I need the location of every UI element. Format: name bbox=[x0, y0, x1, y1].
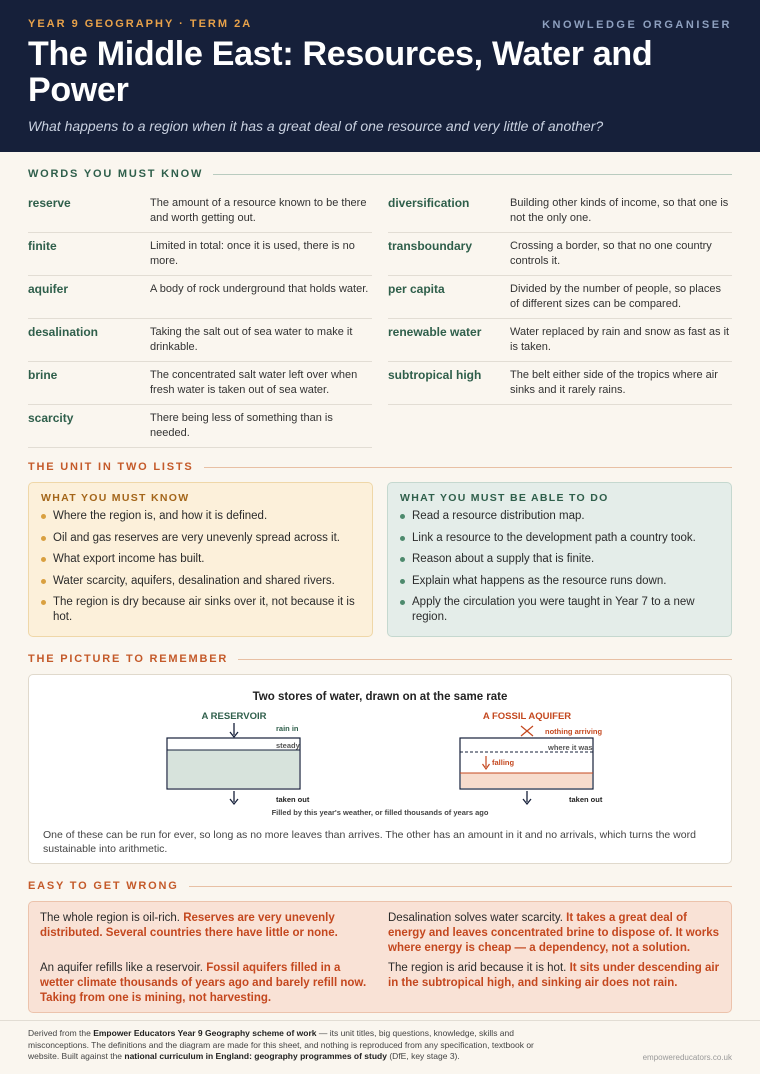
glossary-definition: There being less of something than is needed. bbox=[150, 412, 333, 439]
glossary bbox=[28, 190, 732, 448]
glossary-row bbox=[388, 319, 732, 362]
misconception-item bbox=[388, 911, 723, 956]
misconception-myth: An aquifer refills like a reservoir. bbox=[40, 962, 203, 974]
list-item: Oil and gas reserves are very unevenly spread across it. bbox=[41, 531, 360, 546]
source-text: (DfE, key stage 3). bbox=[386, 1051, 460, 1061]
must-know-box bbox=[28, 482, 373, 637]
heading-rule bbox=[238, 659, 732, 660]
list-item: Water scarcity, aquifers, desalination and shared rivers. bbox=[41, 574, 360, 589]
unit-heading-text: THE UNIT IN TWO LISTS bbox=[28, 461, 194, 473]
misconception-fix: It takes a great deal of energy and leaves concentrated brine to dispose of. It works where energy is cheap — a dependency, not a solution. bbox=[388, 912, 720, 954]
misconception-myth: Desalination solves water scarcity. bbox=[388, 912, 563, 924]
wrong-section-heading bbox=[0, 880, 760, 892]
page-title: The Middle East: Resources, Water and Power bbox=[28, 35, 653, 109]
header-banner bbox=[0, 0, 760, 152]
curriculum-name: national curriculum in England: geography programmes of study bbox=[124, 1051, 387, 1061]
diagram-title: Two stores of water, drawn on at the same rate bbox=[252, 691, 508, 703]
source-text: Derived from the bbox=[28, 1028, 94, 1038]
must-do-title: WHAT YOU MUST BE ABLE TO DO bbox=[400, 492, 609, 504]
glossary-term: transboundary bbox=[388, 239, 473, 253]
misconception-item bbox=[40, 961, 375, 1006]
steady-label: steady bbox=[276, 741, 300, 750]
sheet-type-badge: KNOWLEDGE ORGANISER bbox=[542, 19, 732, 31]
list-item: What export income has built. bbox=[41, 552, 360, 567]
glossary-term: brine bbox=[28, 368, 58, 382]
course-kicker: YEAR 9 GEOGRAPHY · TERM 2A bbox=[28, 18, 253, 30]
list-item: Where the region is, and how it is defined. bbox=[41, 509, 360, 524]
glossary-definition: Divided by the number of people, so places of different sizes can be compared. bbox=[510, 283, 721, 310]
glossary-row bbox=[388, 190, 732, 233]
glossary-term: aquifer bbox=[28, 282, 69, 296]
unit-section-heading bbox=[0, 461, 760, 473]
misconception-myth: The region is arid because it is hot. bbox=[388, 962, 567, 974]
reservoir-label: A RESERVOIR bbox=[201, 711, 267, 722]
glossary-row bbox=[388, 362, 732, 405]
picture-panel bbox=[28, 674, 732, 864]
picture-heading-text: THE PICTURE TO REMEMBER bbox=[28, 653, 229, 665]
heading-rule bbox=[213, 174, 732, 175]
rain-in-label: rain in bbox=[276, 724, 299, 733]
big-question: What happens to a region when it has a great deal of one resource and very little of another? bbox=[28, 118, 604, 134]
list-item: Read a resource distribution map. bbox=[400, 509, 719, 524]
misconception-myth: The whole region is oil-rich. bbox=[40, 912, 180, 924]
glossary-row bbox=[28, 319, 372, 362]
water-stores-diagram bbox=[29, 675, 731, 825]
glossary-term: finite bbox=[28, 239, 57, 253]
nothing-arriving-label: nothing arriving bbox=[545, 727, 603, 736]
glossary-definition: The concentrated salt water left over when fresh water is taken out of sea water. bbox=[150, 369, 358, 396]
glossary-definition: Water replaced by rain and snow as fast as it is taken. bbox=[510, 326, 730, 353]
glossary-row bbox=[28, 405, 372, 448]
glossary-row bbox=[28, 233, 372, 276]
reservoir-taken-out-label: taken out bbox=[276, 795, 310, 804]
diagram-caption: One of these can be run for ever, so long as no more leaves than arrives. The other has an amount in it and no arrivals, which turns the word sustainable into arithmetic. bbox=[43, 829, 696, 855]
misconception-fix: It sits under descending air in the subtropical high, and sinking air does not rain. bbox=[388, 962, 720, 989]
scheme-name: Empower Educators Year 9 Geography scheme of work bbox=[93, 1028, 317, 1038]
where-it-was-label: where it was bbox=[548, 743, 593, 752]
must-do-box bbox=[387, 482, 732, 637]
wrong-heading-text: EASY TO GET WRONG bbox=[28, 880, 179, 892]
heading-rule bbox=[204, 467, 732, 468]
glossary-term: desalination bbox=[28, 325, 99, 339]
glossary-definition: Crossing a border, so that no one country controls it. bbox=[510, 240, 712, 267]
list-item: Apply the circulation you were taught in Year 7 to a new region. bbox=[400, 595, 719, 625]
list-item: Explain what happens as the resource runs down. bbox=[400, 574, 719, 589]
footer-rule bbox=[0, 1020, 760, 1021]
glossary-row bbox=[388, 233, 732, 276]
glossary-right-column bbox=[388, 190, 732, 448]
must-know-title: WHAT YOU MUST KNOW bbox=[41, 492, 190, 504]
misconception-item bbox=[388, 961, 723, 991]
misconception-fix: Reserves are very unevenly distributed. Several countries there have little or none. bbox=[40, 912, 338, 939]
glossary-row bbox=[28, 276, 372, 319]
glossary-term: renewable water bbox=[388, 325, 482, 339]
fill-note: Filled by this year's weather, or filled thousands of years ago bbox=[271, 808, 489, 817]
words-heading-text: WORDS YOU MUST KNOW bbox=[28, 168, 204, 180]
glossary-definition: The belt either side of the tropics where air sinks and it rarely rains. bbox=[510, 369, 718, 396]
glossary-row bbox=[28, 362, 372, 405]
glossary-term: subtropical high bbox=[388, 368, 482, 382]
glossary-definition: Building other kinds of income, so that one is not the only one. bbox=[510, 197, 729, 224]
aquifer-water bbox=[461, 773, 592, 788]
glossary-term: reserve bbox=[28, 196, 71, 210]
glossary-definition: The amount of a resource known to be there and worth getting out. bbox=[150, 197, 367, 224]
list-item: Reason about a supply that is finite. bbox=[400, 552, 719, 567]
misconception-item bbox=[40, 911, 375, 941]
list-item: The region is dry because air sinks over it, not because it is hot. bbox=[41, 595, 360, 625]
words-section-heading bbox=[0, 168, 760, 180]
picture-section-heading bbox=[0, 653, 760, 665]
glossary-definition: Taking the salt out of sea water to make it drinkable. bbox=[150, 326, 353, 353]
source-text: — its unit titles, big questions, knowledge, skills and misconceptions. The definitions and the diagram are made for this sheet, and nothing is reproduced from any specification, textbook or website. Built against the bbox=[28, 1028, 534, 1061]
unit-lists bbox=[28, 482, 732, 637]
falling-label: falling bbox=[492, 758, 515, 767]
glossary-term: diversification bbox=[388, 196, 470, 210]
misconceptions-box bbox=[28, 901, 732, 1013]
heading-rule bbox=[189, 886, 732, 887]
list-item: Link a resource to the development path a country took. bbox=[400, 531, 719, 546]
glossary-definition: A body of rock underground that holds water. bbox=[150, 283, 369, 295]
glossary-left-column bbox=[28, 190, 372, 448]
reservoir-water bbox=[168, 750, 299, 788]
website-label: empowereducators.co.uk bbox=[642, 1053, 732, 1062]
aquifer-label: A FOSSIL AQUIFER bbox=[482, 711, 572, 722]
misconception-fix: Fossil aquifers filled in a wetter climate thousands of years ago and barely refill now. Taking from one is mining, not harvesting. bbox=[40, 962, 367, 1004]
aquifer-taken-out-label: taken out bbox=[569, 795, 603, 804]
glossary-term: per capita bbox=[388, 282, 445, 296]
glossary-row bbox=[28, 190, 372, 233]
glossary-row bbox=[388, 276, 732, 319]
glossary-term: scarcity bbox=[28, 411, 74, 425]
glossary-definition: Limited in total: once it is used, there is no more. bbox=[150, 240, 355, 267]
source-note bbox=[28, 1028, 548, 1063]
